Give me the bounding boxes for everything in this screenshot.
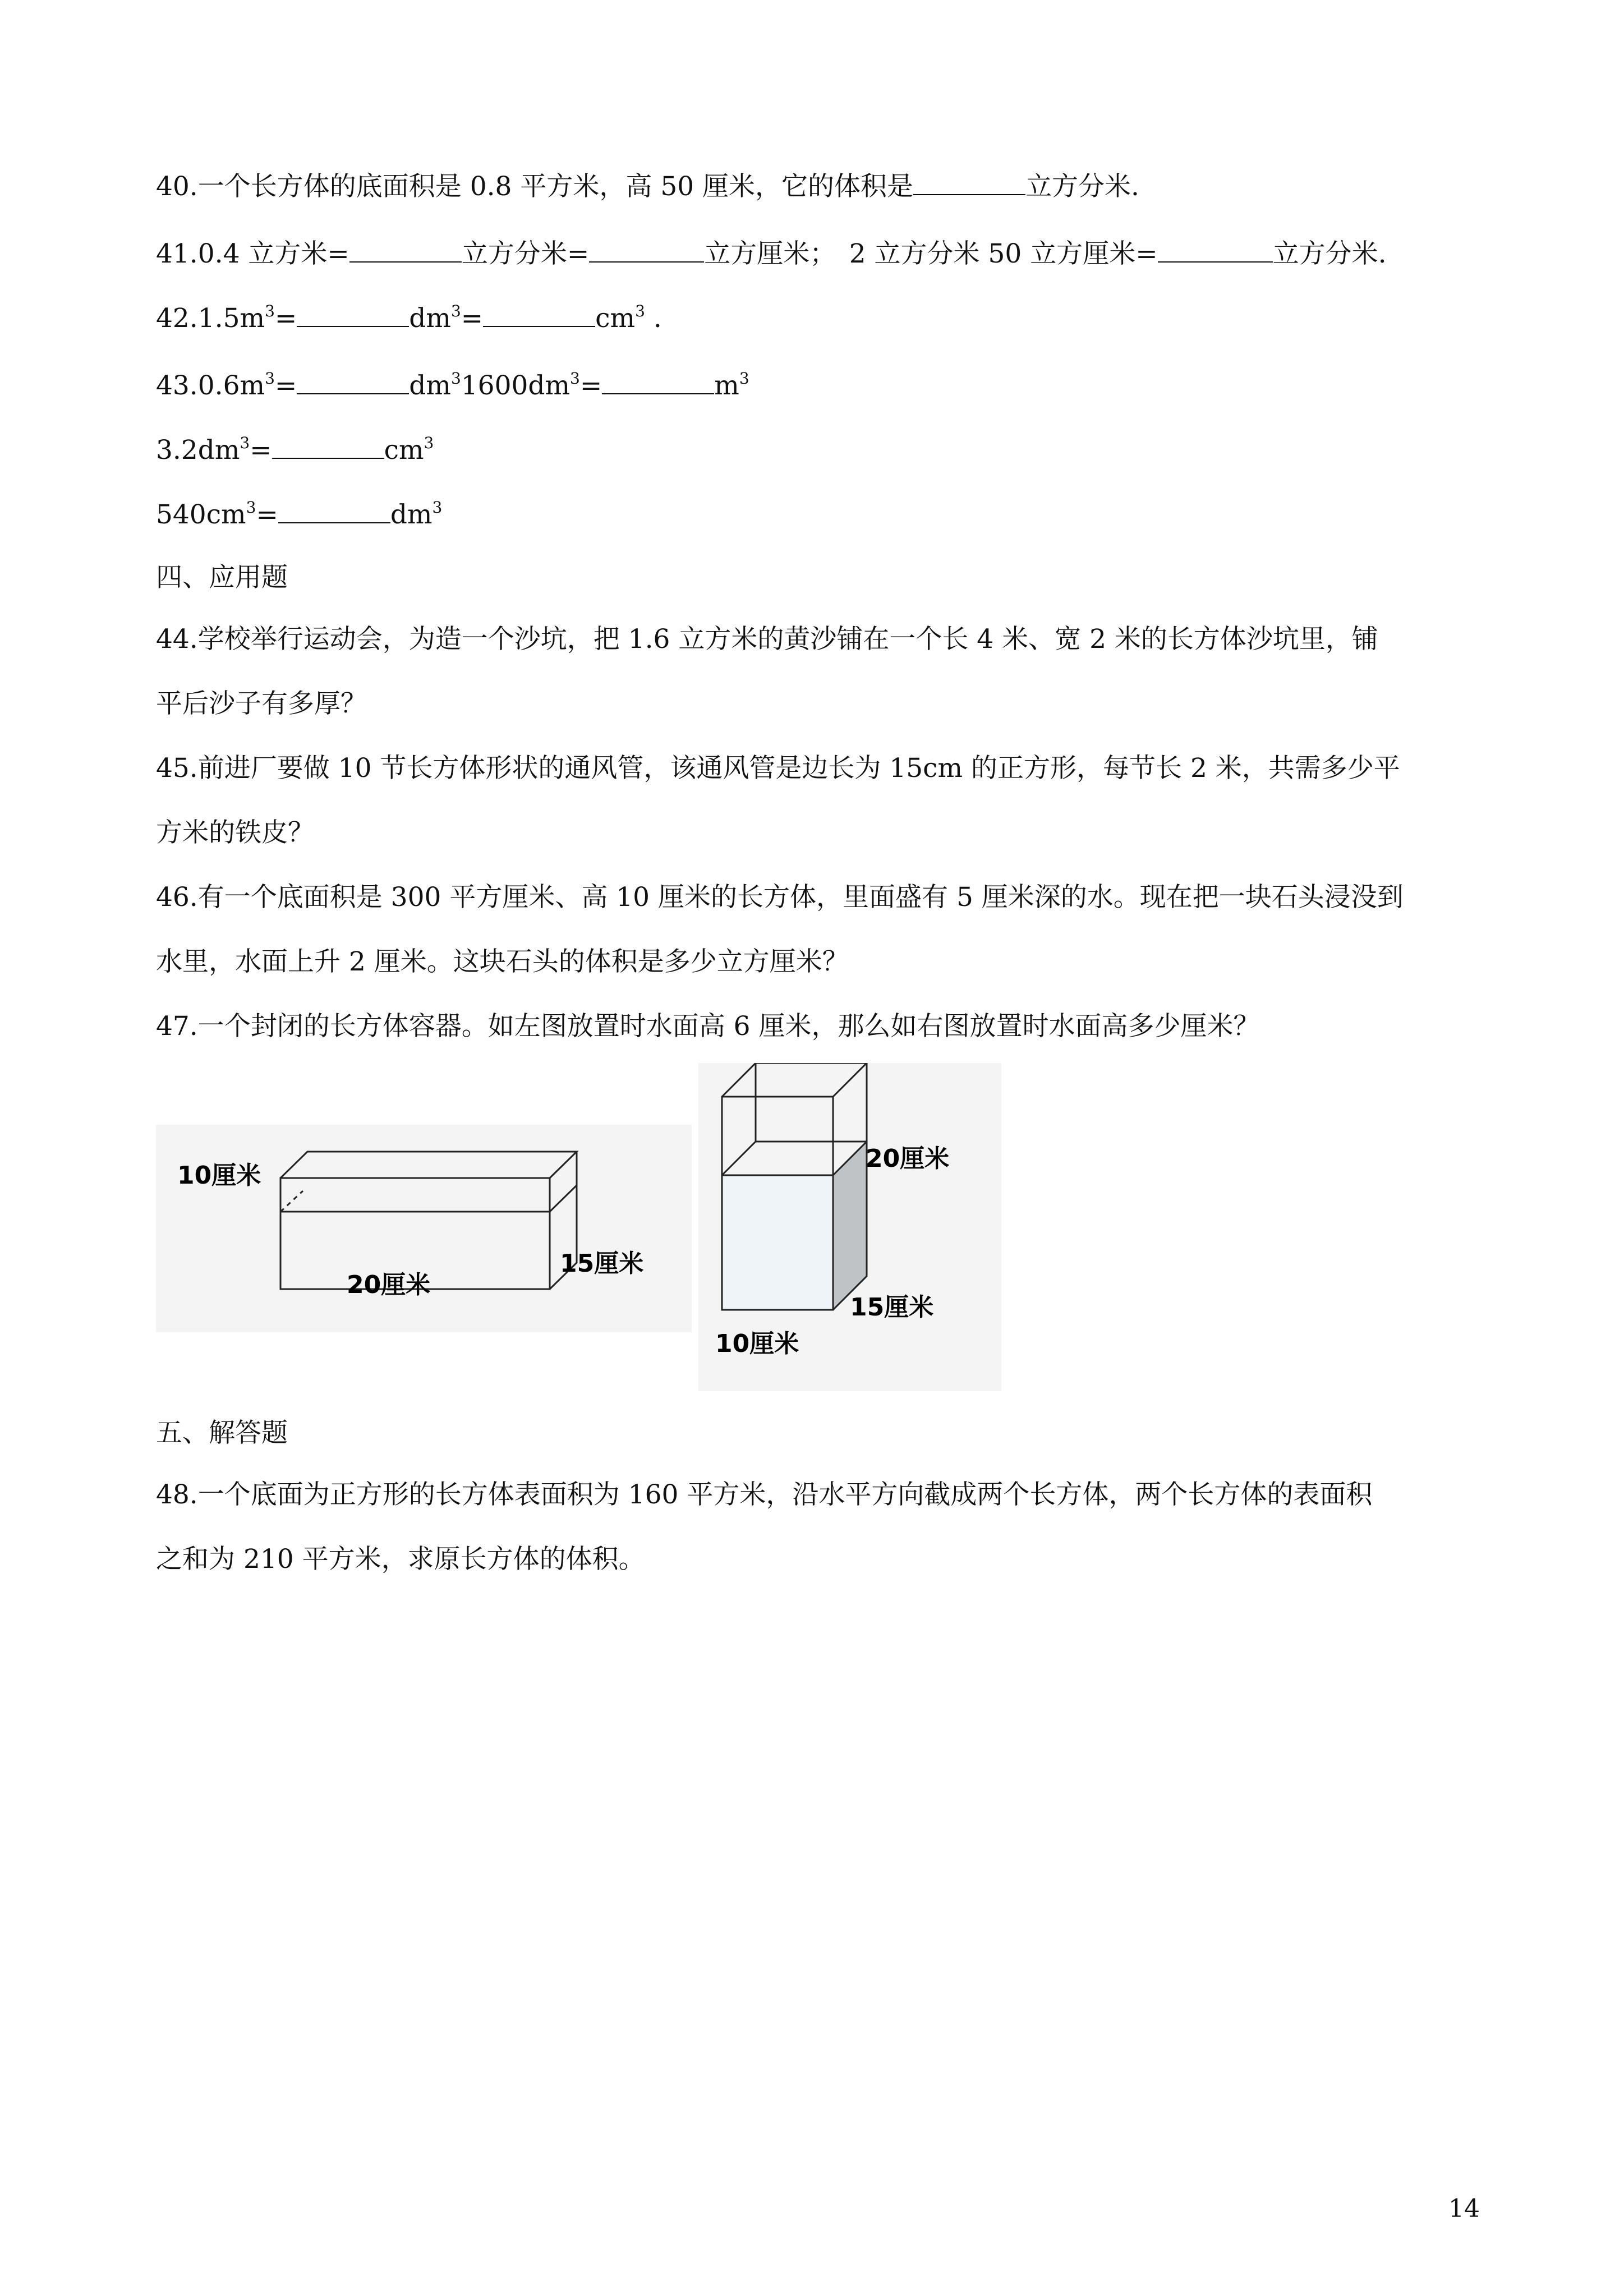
question-46-line2: 水里，水面上升 2 厘米。这块石头的体积是多少立方厘米？ [156, 946, 849, 977]
top-face [722, 1063, 867, 1097]
figure-box-standing [698, 1063, 1001, 1391]
label-height: 10厘米 [177, 1161, 261, 1190]
question-43: $43.0.6m^3= dm^31600dm^3= m^3$ [156, 367, 749, 403]
question-43-part-b: $3.2dm^3= cm^3$ [156, 432, 434, 467]
label-width: 10厘米 [715, 1329, 799, 1358]
answer-blank[interactable] [602, 367, 714, 394]
label-depth: 15厘米 [850, 1293, 934, 1322]
water-line-side [550, 1185, 577, 1212]
page-number: 14 [1448, 2194, 1480, 2223]
box-lying-drawing [156, 1125, 692, 1332]
answer-blank[interactable] [589, 236, 704, 263]
question-44-line1: 44.学校举行运动会，为造一个沙坑，把 1.6 立方米的黄沙铺在一个长 4 米、宽 2 米的长方体沙坑里，铺 [156, 624, 1378, 655]
label-height: 20厘米 [866, 1144, 950, 1173]
water-front [722, 1175, 833, 1310]
question-45-line1: 45.前进厂要做 10 节长方体形状的通风管，该通风管是边长为 15cm 的正方形，每节长 2 米，共需多少平 [156, 753, 1400, 784]
question-44-line2: 平后沙子有多厚？ [156, 688, 367, 719]
answer-blank[interactable] [272, 432, 384, 459]
question-40: 40.一个长方体的底面积是 0.8 平方米，高 50 厘米，它的体积是 立方分米. [156, 168, 1139, 204]
answer-blank[interactable] [349, 236, 462, 263]
figure-box-lying [156, 1125, 692, 1332]
question-42: $42.1.5m^3= dm^3= cm^3$ . [156, 300, 662, 335]
answer-blank[interactable] [913, 168, 1025, 195]
box-standing-drawing [698, 1063, 1001, 1391]
question-47-line1: 47.一个封闭的长方体容器。如左图放置时水面高 6 厘米，那么如右图放置时水面高多少厘米？ [156, 1011, 1260, 1042]
question-43-part-c: $540cm^3= dm^3$ [156, 496, 442, 532]
question-45-line2: 方米的铁皮？ [156, 817, 314, 848]
question-48-line1: 48.一个底面为正方形的长方体表面积为 160 平方米，沿水平方向截成两个长方体，两个长方体的表面积 [156, 1479, 1373, 1510]
answer-blank[interactable] [297, 367, 409, 394]
question-48-line2: 之和为 210 平方米，求原长方体的体积。 [156, 1544, 645, 1575]
answer-blank[interactable] [297, 300, 409, 327]
question-41: 41.0.4 立方米= 立方分米= 立方厘米； 2 立方分米 50 立方厘米= 立方分米. [156, 236, 1387, 271]
section-heading-4: 四、应用题 [156, 562, 288, 593]
water-side [833, 1142, 867, 1310]
label-length: 20厘米 [347, 1271, 431, 1299]
answer-blank[interactable] [278, 496, 390, 523]
label-depth: 15厘米 [560, 1249, 644, 1278]
section-heading-5: 五、解答题 [156, 1418, 288, 1448]
hidden-edge [280, 1191, 303, 1212]
answer-blank[interactable] [1158, 236, 1273, 263]
answer-blank[interactable] [483, 300, 595, 327]
top-face [280, 1152, 577, 1178]
question-46-line1: 46.有一个底面积是 300 平方厘米、高 10 厘米的长方体，里面盛有 5 厘米深的水。现在把一块石头浸没到 [156, 882, 1404, 913]
